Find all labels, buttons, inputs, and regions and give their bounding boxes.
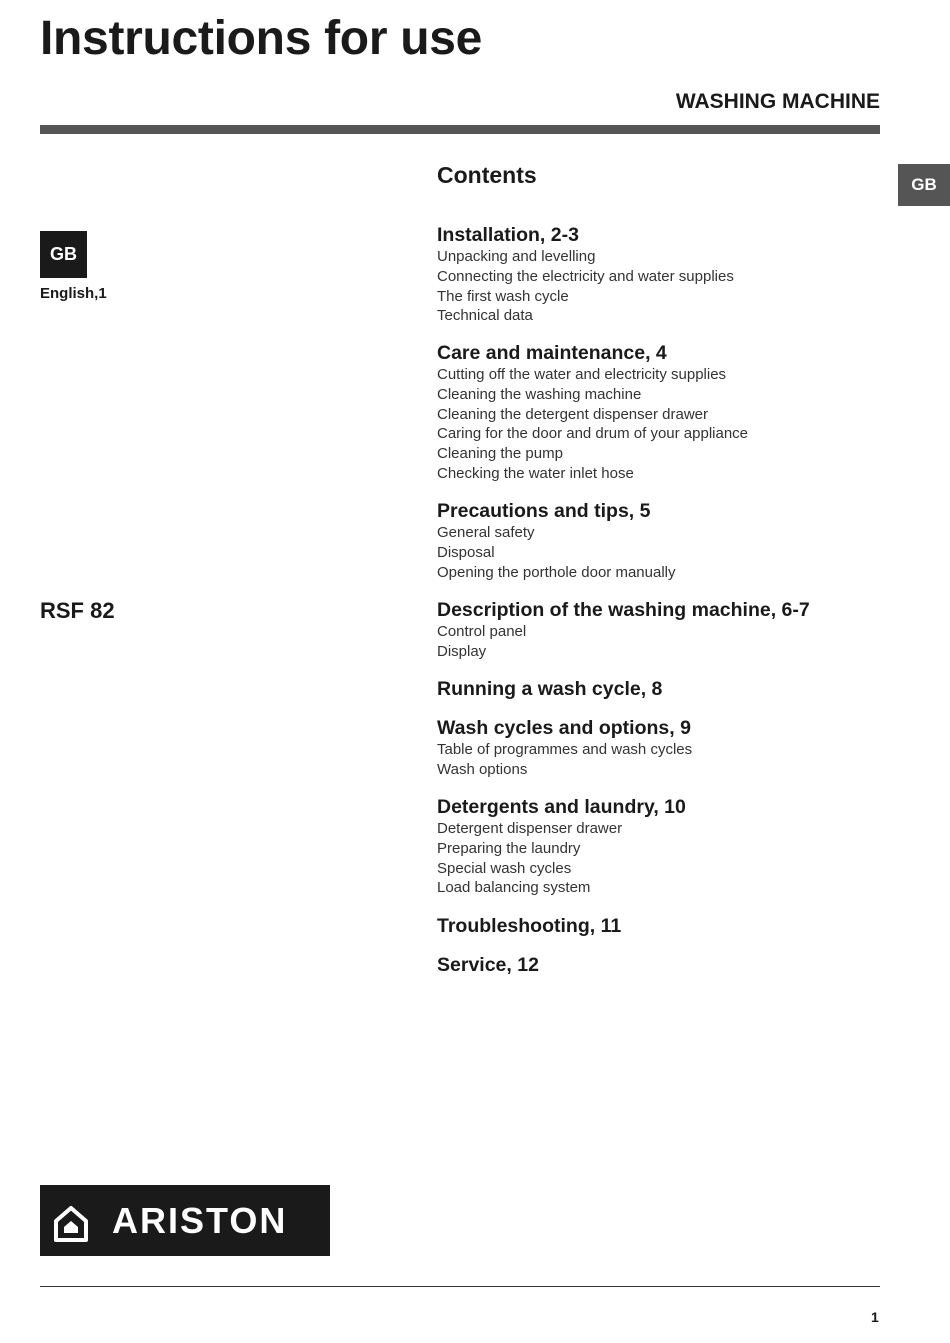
logo-text: ARISTON	[112, 1200, 288, 1241]
section-item: Technical data	[437, 307, 533, 325]
section-item: Connecting the electricity and water supplies	[437, 267, 734, 285]
contents-section	[437, 914, 621, 938]
section-title: Description of the washing machine, 6-7	[437, 599, 810, 621]
section-item: Control panel	[437, 623, 527, 640]
section-item: General safety	[437, 524, 535, 541]
section-title: Service, 12	[437, 954, 539, 976]
section-title: Care and maintenance, 4	[437, 342, 667, 364]
section-item: Opening the porthole door manually	[437, 563, 676, 581]
section-item: Table of programmes and wash cycles	[437, 741, 693, 758]
section-item: Checking the water inlet hose	[437, 464, 634, 482]
section-item: Cutting off the water and electricity supplies	[437, 366, 727, 383]
section-item: Detergent dispenser drawer	[437, 820, 623, 837]
language-badge: GB	[40, 231, 87, 278]
section-item: Wash options	[437, 760, 528, 778]
section-item: Disposal	[437, 543, 495, 561]
contents-section	[437, 499, 676, 582]
document-subtitle: WASHING MACHINE	[675, 90, 880, 113]
section-item: Cleaning the detergent dispenser drawer	[437, 405, 709, 423]
page-number: 1	[871, 1309, 879, 1325]
section-title: Running a wash cycle, 8	[437, 678, 663, 700]
ariston-logo	[40, 1185, 330, 1256]
document-title: Instructions for use	[40, 12, 483, 65]
house-icon	[52, 1205, 90, 1243]
section-title: Wash cycles and options, 9	[437, 717, 691, 739]
section-title: Detergents and laundry, 10	[437, 796, 686, 818]
language-label: English,1	[40, 285, 107, 302]
contents-section	[437, 716, 692, 780]
section-item: Cleaning the washing machine	[437, 385, 642, 403]
section-item: Preparing the laundry	[437, 839, 581, 857]
header-divider	[40, 125, 880, 134]
contents-section	[437, 795, 686, 898]
contents-section	[437, 953, 539, 977]
contents-section	[437, 677, 662, 701]
section-item: Caring for the door and drum of your appliance	[437, 425, 749, 443]
model-name: RSF 82	[40, 598, 115, 623]
contents-section	[437, 598, 810, 662]
footer-divider	[40, 1286, 880, 1287]
section-title: Troubleshooting, 11	[437, 915, 622, 937]
section-item: Cleaning the pump	[437, 445, 563, 463]
section-item: Load balancing system	[437, 879, 591, 897]
contents-heading: Contents	[437, 162, 537, 188]
contents-section	[437, 341, 748, 484]
section-title: Precautions and tips, 5	[437, 500, 651, 522]
section-item: The first wash cycle	[437, 287, 569, 305]
language-side-tab: GB	[898, 164, 950, 206]
section-item: Special wash cycles	[437, 859, 572, 877]
contents-section	[437, 223, 734, 326]
section-item: Display	[437, 642, 487, 660]
section-item: Unpacking and levelling	[437, 248, 596, 265]
section-title: Installation, 2-3	[437, 224, 579, 246]
